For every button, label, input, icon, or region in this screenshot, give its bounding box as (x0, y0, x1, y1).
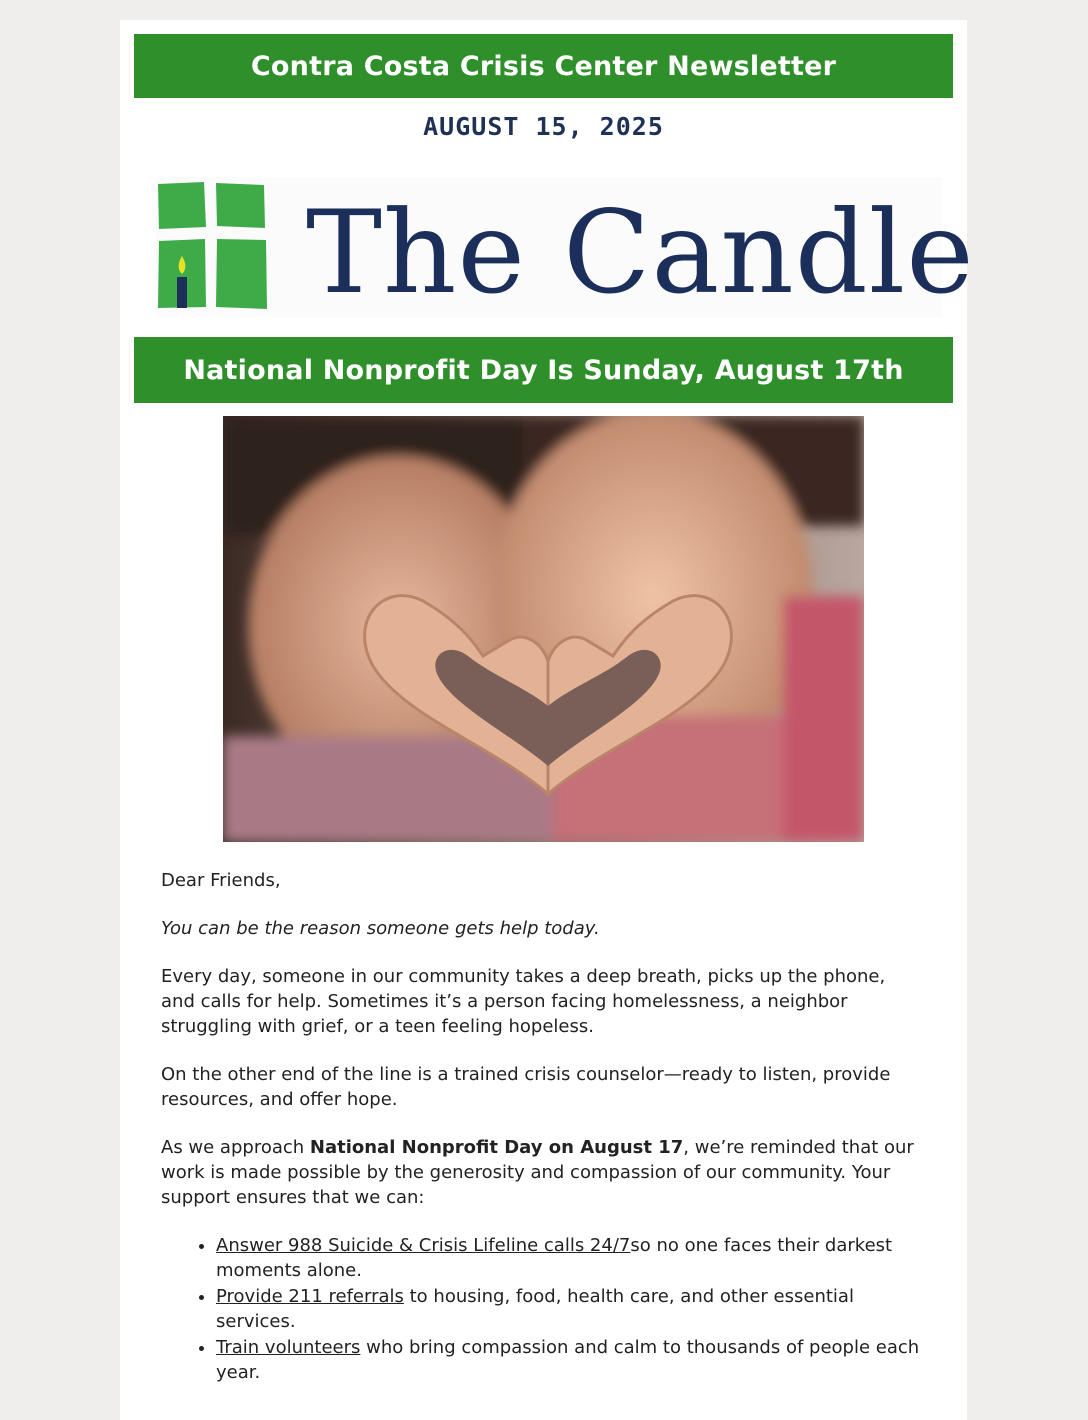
heart-hands-photo (223, 416, 864, 842)
list-item: • Train volunteers who bring compassion and calm to thousands of people each year. (216, 1335, 921, 1385)
list-item: • Answer 988 Suicide & Crisis Lifeline calls 24/7so no one faces their darkest moments alone. (216, 1233, 921, 1283)
newsletter-banner (134, 34, 953, 98)
logo-wordmark: The Candle (306, 186, 975, 319)
tagline: You can be the reason someone gets help today. (161, 918, 600, 939)
paragraph-counselor: On the other end of the line is a trained crisis counselor—ready to listen, provide resources, and offer hope. (161, 1064, 891, 1110)
window-candle-logo-icon (156, 177, 276, 317)
the-candle-logo (156, 177, 975, 319)
greeting: Dear Friends, (161, 870, 281, 891)
section-banner (134, 337, 953, 403)
newsletter-page (120, 20, 975, 1420)
answer-988-link[interactable]: Answer 988 Suicide & Crisis Lifeline calls 24/7 (216, 1235, 631, 1256)
paragraph-nonprofit-day: As we approach National Nonprofit Day on August 17, we’re reminded that our work is made possible by the generosity and compassion of our community. Your support ensures that we can: (161, 1137, 914, 1208)
provide-211-link[interactable]: Provide 211 referrals (216, 1286, 404, 1307)
letter-body (161, 868, 921, 1386)
train-volunteers-link[interactable]: Train volunteers (216, 1337, 361, 1358)
list-item: • Provide 211 referrals to housing, food, health care, and other essential services. (216, 1284, 921, 1334)
issue-date: AUGUST 15, 2025 (423, 112, 664, 141)
paragraph-community: Every day, someone in our community takes a deep breath, picks up the phone, and calls for help. Sometimes it’s a person facing homelessness, a neighbor struggling with grief, or a teen feeling hopeless. (161, 966, 886, 1037)
nonprofit-day-highlight: National Nonprofit Day on August 17 (309, 1137, 684, 1158)
newsletter-title: Contra Costa Crisis Center Newsletter (250, 50, 837, 82)
support-list (161, 1233, 921, 1385)
section-title: National Nonprofit Day Is Sunday, August 17th (183, 354, 904, 386)
